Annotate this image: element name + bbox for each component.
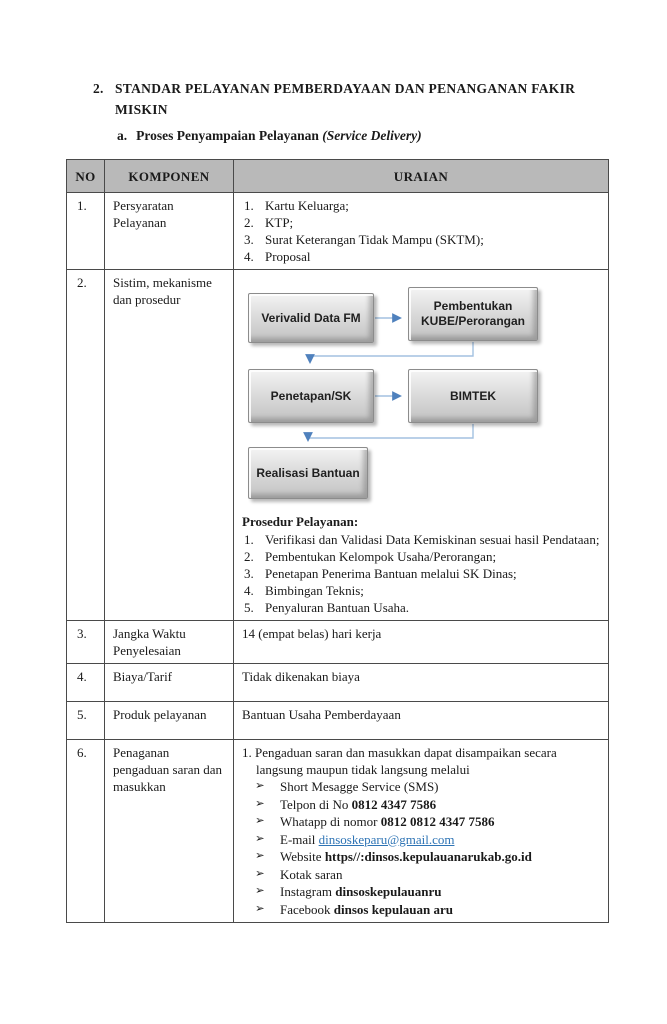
channel-text: Short Mesagge Service (SMS) [280,779,439,794]
channel-phone-number: 0812 4347 7586 [351,796,437,812]
list-item: Kartu Keluarga; [265,198,349,213]
channel-item-sms [254,778,604,796]
channel-item-website [254,848,604,866]
channel-website-url: https//:dinsos.kepulauanarukab.go.id [324,849,532,864]
procedure-flowchart [244,283,609,501]
flow-box-bimtek [408,369,538,423]
col-header-no: NO [67,160,105,193]
col-header-komponen: KOMPONEN [105,160,234,193]
table-row-biaya [67,664,609,702]
row-number: 4. [67,664,105,702]
table-row-pengaduan [67,740,609,923]
channel-text: E-mail [280,831,319,847]
komponen-cell: Persyaratan Pelayanan [105,193,234,270]
service-standard-table [66,159,609,923]
channel-item-email [254,831,604,849]
channel-list [254,778,604,918]
channel-text: Telpon di No [280,796,352,812]
row-number: 3. [67,621,105,664]
section-subtitle-main: Proses Penyampaian Pelayanan [136,128,319,143]
uraian-cell [234,270,609,621]
list-item: Surat Keterangan Tidak Mampu (SKTM); [265,232,484,247]
row-number: 5. [67,702,105,740]
list-item: Penetapan Penerima Bantuan melalui SK Dinas; [265,566,517,581]
col-header-uraian: URAIAN [234,160,609,193]
table-header-row [67,160,609,193]
list-item: Penyaluran Bantuan Usaha. [265,600,410,615]
list-item: KTP; [265,215,294,230]
channel-text: Instagram [280,884,336,899]
channel-text: Facebook [280,901,334,917]
uraian-cell: 14 (empat belas) hari kerja [234,621,609,664]
intro-text: Pengaduan saran dan masukkan dapat disampaikan secara langsung maupun tidak langsung melalui [255,745,557,777]
row-number: 6. [67,740,105,923]
prosedur-list [242,531,604,616]
requirements-list [242,197,604,265]
komponen-cell: Biaya/Tarif [105,664,234,702]
flow-box-label: Pembentukan KUBE/Perorangan [420,299,526,328]
list-item: Proposal [265,249,311,264]
channel-item-instagram [254,883,604,901]
flow-box-penetapan-sk [248,369,374,423]
prosedur-pelayanan-block [242,513,604,616]
list-item: Verifikasi dan Validasi Data Kemiskinan sesuai hasil Pendataan; [265,532,600,547]
row-number: 1. [67,193,105,270]
prosedur-title: Prosedur Pelayanan: [242,514,359,529]
intro-number: 1. [242,745,252,760]
channel-whatsapp-number: 0812 0812 4347 7586 [380,814,495,829]
uraian-cell: Tidak dikenakan biaya [234,664,609,702]
section-subtitle [117,128,422,144]
komponen-cell: Produk pelayanan [105,702,234,740]
channel-text: Kotak saran [280,866,343,882]
table-row-mekanisme [67,270,609,621]
email-link[interactable]: dinsoskeparu@gmail.com [318,831,455,847]
row-number: 2. [67,270,105,621]
page-title-text: STANDAR PELAYANAN PEMBERDAYAAN DAN PENANGANAN FAKIR MISKIN [115,81,576,117]
channel-item-facebook [254,901,604,919]
page-title [93,78,598,120]
section-subtitle-text [136,128,421,144]
pengaduan-intro [242,744,604,778]
section-subtitle-letter: a. [117,128,128,143]
flow-box-label: Verivalid Data FM [261,310,361,325]
flow-box-label: BIMTEK [450,388,496,403]
flow-box-pembentukan-kube [408,287,538,341]
uraian-cell: Bantuan Usaha Pemberdayaan [234,702,609,740]
list-item: Pembentukan Kelompok Usaha/Perorangan; [265,549,497,564]
flow-box-verivalid-data-fm [248,293,374,343]
komponen-cell: Jangka Waktu Penyelesaian [105,621,234,664]
channel-text: Website [280,849,325,864]
channel-facebook-name: dinsos kepulauan aru [333,901,454,917]
komponen-cell: Penaganan pengaduan saran dan masukkan [105,740,234,923]
uraian-cell [234,193,609,270]
flow-box-label: Realisasi Bantuan [256,465,360,480]
channel-item-whatsapp [254,813,604,831]
uraian-cell [234,740,609,923]
list-item: Bimbingan Teknis; [265,583,364,598]
channel-instagram-handle: dinsoskepulauanru [335,884,442,899]
flow-elbow-arrow-2 [308,424,473,440]
flow-box-label: Penetapan/SK [270,388,352,403]
channel-text: Whatapp di nomor [280,814,381,829]
komponen-cell: Sistim, mekanisme dan prosedur [105,270,234,621]
table-row-jangka-waktu [67,621,609,664]
table-row-persyaratan [67,193,609,270]
channel-item-telpon [254,796,604,814]
page-title-number: 2. [93,81,104,96]
flow-elbow-arrow-1 [310,342,473,362]
flow-box-realisasi-bantuan [248,447,368,499]
table-row-produk [67,702,609,740]
section-subtitle-italic: (Service Delivery) [322,128,422,143]
channel-item-kotak-saran [254,866,604,884]
